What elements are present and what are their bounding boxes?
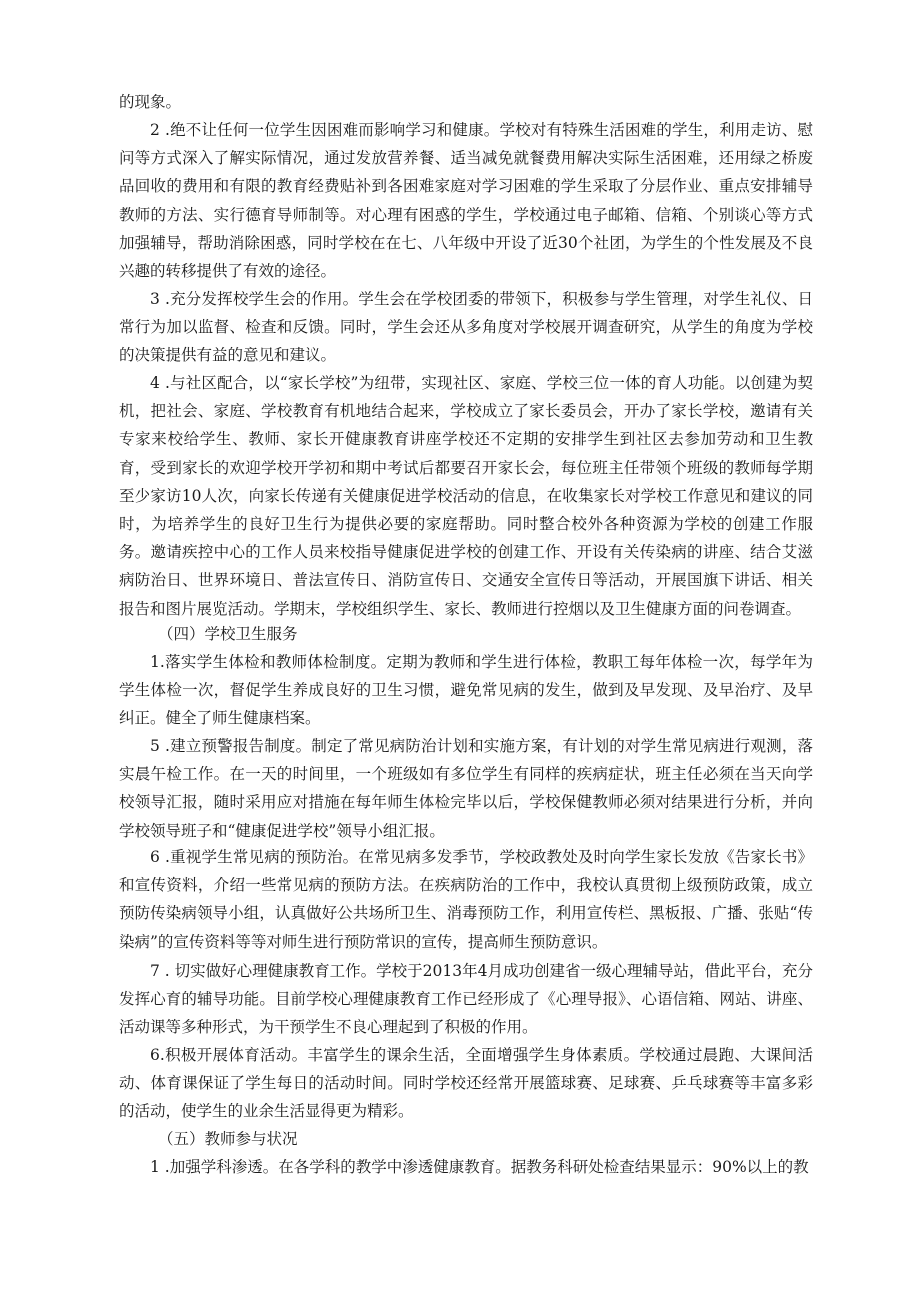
paragraph-continuation: 的现象。 [119, 93, 182, 111]
paragraph-sports-item-6: 6.积极开展体育活动。丰富学生的课余生活，全面增强学生身体素质。学校通过晨跑、大课间活动、体育课保证了学生每日的活动时间。同时学校还经常开展篮球赛、足球赛、乒乓球赛等丰富多彩的活动，使学生的业余生活显得更为精彩。 [119, 1046, 813, 1121]
paragraph-health-item-7: 7 . 切实做好心理健康教育工作。学校于2013年4月成功创建省一级心理辅导站，借此平台，充分发挥心育的辅导功能。目前学校心理健康教育工作已经形成了《心理导报》、心语信箱、网站、讲座、活动课等多种形式，为干预学生不良心理起到了积极的作用。 [119, 962, 813, 1037]
section-heading-health-services: （四）学校卫生服务 [158, 625, 298, 643]
paragraph-item-2: 2 .绝不让任何一位学生因困难而影响学习和健康。学校对有特殊生活困难的学生，利用走访、慰问等方式深入了解实际情况，通过发放营养餐、适当减免就餐费用解决实际生活困难，还用绿之桥废品回收的费用和有限的教育经费贴补到各困难家庭对学习困难的学生采取了分层作业、重点安排辅导教师的方法、实行德育导师制等。对心理有困惑的学生，学校通过电子邮箱、信箱、个别谈心等方式加强辅导，帮助消除困惑，同时学校在在七、八年级中开设了近30个社团，为学生的个性发展及不良兴趣的转移提供了有效的途径。 [119, 121, 813, 281]
paragraph-teacher-item-1: 1 .加强学科渗透。在各学科的教学中渗透健康教育。据教务科研处检查结果显示：90%以上的教 [150, 1158, 809, 1176]
paragraph-health-item-5: 5 .建立预警报告制度。制定了常见病防治计划和实施方案，有计划的对学生常见病进行观测，落实晨午检工作。在一天的时间里，一个班级如有多位学生有同样的疾病症状，班主任必须在当天向学校领导汇报，随时采用应对措施在每年师生体检完毕以后，学校保健教师必须对结果进行分析，并向学校领导班子和“健康促进学校”领导小组汇报。 [119, 737, 813, 840]
paragraph-health-item-1: 1.落实学生体检和教师体检制度。定期为教师和学生进行体检，教职工每年体检一次，每学年为学生体检一次，督促学生养成良好的卫生习惯，避免常见病的发生，做到及早发现、及早治疗、及早纠正。健全了师生健康档案。 [119, 653, 813, 728]
paragraph-item-3: 3 .充分发挥校学生会的作用。学生会在学校团委的带领下，积极参与学生管理，对学生礼仪、日常行为加以监督、检查和反馈。同时，学生会还从多角度对学校展开调查研究，从学生的角度为学校的决策提供有益的意见和建议。 [119, 290, 813, 365]
section-heading-teacher-participation: （五）教师参与状况 [158, 1130, 298, 1148]
paragraph-item-4: 4 .与社区配合，以“家长学校”为纽带，实现社区、家庭、学校三位一体的育人功能。以创建为契机，把社会、家庭、学校教育有机地结合起来，学校成立了家长委员会，开办了家长学校，邀请有关专家来校给学生、教师、家长开健康教育讲座学校还不定期的安排学生到社区去参加劳动和卫生教育，受到家长的欢迎学校开学初和期中考试后都要召开家长会，每位班主任带领个班级的教师每学期至少家访10人次，向家长传递有关健康促进学校活动的信息，在收集家长对学校工作意见和建议的同时，为培养学生的良好卫生行为提供必要的家庭帮助。同时整合校外各种资源为学校的创建工作服务。邀请疾控中心的工作人员来校指导健康促进学校的创建工作、开设有关传染病的讲座、结合艾滋病防治日、世界环境日、普法宣传日、消防宣传日、交通安全宣传日等活动，开展国旗下讲话、相关报告和图片展览活动。学期末，学校组织学生、家长、教师进行控烟以及卫生健康方面的问卷调查。 [119, 374, 813, 618]
paragraph-health-item-6: 6 .重视学生常见病的预防治。在常见病多发季节，学校政教处及时向学生家长发放《告家长书》和宣传资料，介绍一些常见病的预防方法。在疾病防治的工作中，我校认真贯彻上级预防政策，成立预防传染病领导小组，认真做好公共场所卫生、消毒预防工作，利用宣传栏、黑板报、广播、张贴“传染病”的宣传资料等等对师生进行预防常识的宣传，提高师生预防意识。 [119, 848, 813, 951]
